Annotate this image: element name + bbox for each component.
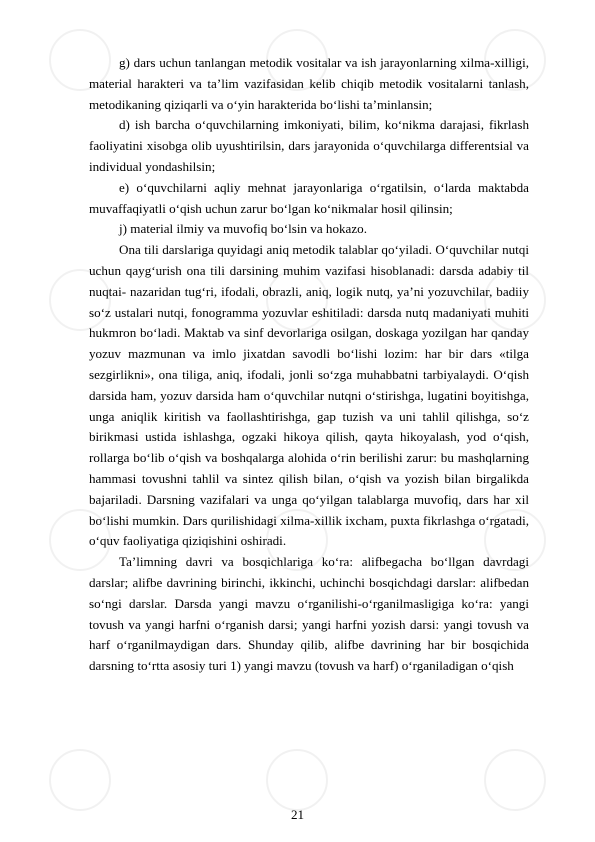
paragraph-item-g: g) dars uchun tanlangan metodik vositalar va ish jarayonlarning xilma-xilligi, material harakteri va ta’lim vazifasidan kelib chiqib metodik vositalarni tanlash, metodikaning qiziqarli va o‘yin harakterida bo‘lishi ta’minlansin; [89,55,529,112]
paragraph-item-e: e) o‘quvchilarni aqliy mehnat jarayonlariga o‘rgatilsin, o‘larda maktabda muvaffaqiyatli o‘qish uchun zarur bo‘lgan ko‘nikmalar hosil qilinsin; [89,179,529,216]
paragraph-lesson-types: Ta’limning davri va bosqichlariga ko‘ra: alifbegacha bo‘llgan davrdagi darslar; alifbe davrining birinchi, ikkinchi, uchinchi bosqichdagi darslar: alifbedan so‘ngi darslar. Darsda yangi mavzu o‘rganilishi-o‘rganilmasligiga ko‘ra: yangi tovush va yangi harfni o‘rganish darsi; yangi harfni yozish darsi: yangi tovush va harf o‘rganilmaydigan dars. Shunday qilib, alifbe davrining har bir bosqichida darsning to‘rtta asosiy turi 1) yangi mavzu (tovush va harf) o‘rganiladigan o‘qish [89,554,529,674]
page-number: 21 [290,807,305,822]
document-body [89,53,529,677]
paragraph-item-j: j) material ilmiy va muvofiq bo‘lsin va hokazo. [119,221,367,237]
paragraph-item-d: d) ish barcha o‘quvchilarning imkoniyati, bilim, ko‘nikma darajasi, fikrlash faoliyatini xisobga olib uyushtirilsin, dars jarayonida o‘quvchilarga differentsial va individual yondashilsin; [89,117,529,174]
paragraph-lesson-requirements: Ona tili darslariga quyidagi aniq metodik talablar qo‘yiladi. O‘quvchilar nutqi uchun qayg‘urish ona tili darsining muhim vazifasi hisoblanadi: darsda adabiy til nuqtai- nazaridan tug‘ri, ifodali, obrazli, aniq, logik nutq, ya’ni yozuvchilar, badiiy so‘z ustalari nutqi, fonogramma yozuvlar eshitiladi: darsda nutq madaniyati muhiti hukmron bo‘ladi. Maktab va sinf devorlariga osilgan, doskaga yozilgan har qanday yozuv mazmunan va imlo jixatdan savodli bo‘lishi lozim: har bir dars «tilga sezgirlikni», ona tiliga, aniq, ifodali, jonli so‘zga muhabbatni tarbiyalaydi. O‘qish darsida ham, yozuv darsida ham o‘quvchilar nutqni o‘stirishga, lugatini boyitishga, unga aniqlik kiritish va faollashtirishga, gap tuzish va uni tahlil qilishga, so‘z birikmasi ustida ishlashga, ogzaki hikoya qilish, qayta hikoyalash, yod o‘qish, rollarga bo‘lib o‘qish va boshqalarga alohida o‘rin berilishi zarur: bu mashqlarning hammasi tovushni tahlil va sintez qilish bilan, o‘qish va yozish bilan birgalikda bajariladi. Darsning vazifalari va unga qo‘yilgan talablarga muvofiq, dars har xil bo‘lishi mumkin. Dars qurilishidagi xilma-xillik ixcham, puxta fikrlashga o‘rgatadi, o‘quv faoliyatiga qiziqishini oshiradi. [89,242,529,549]
